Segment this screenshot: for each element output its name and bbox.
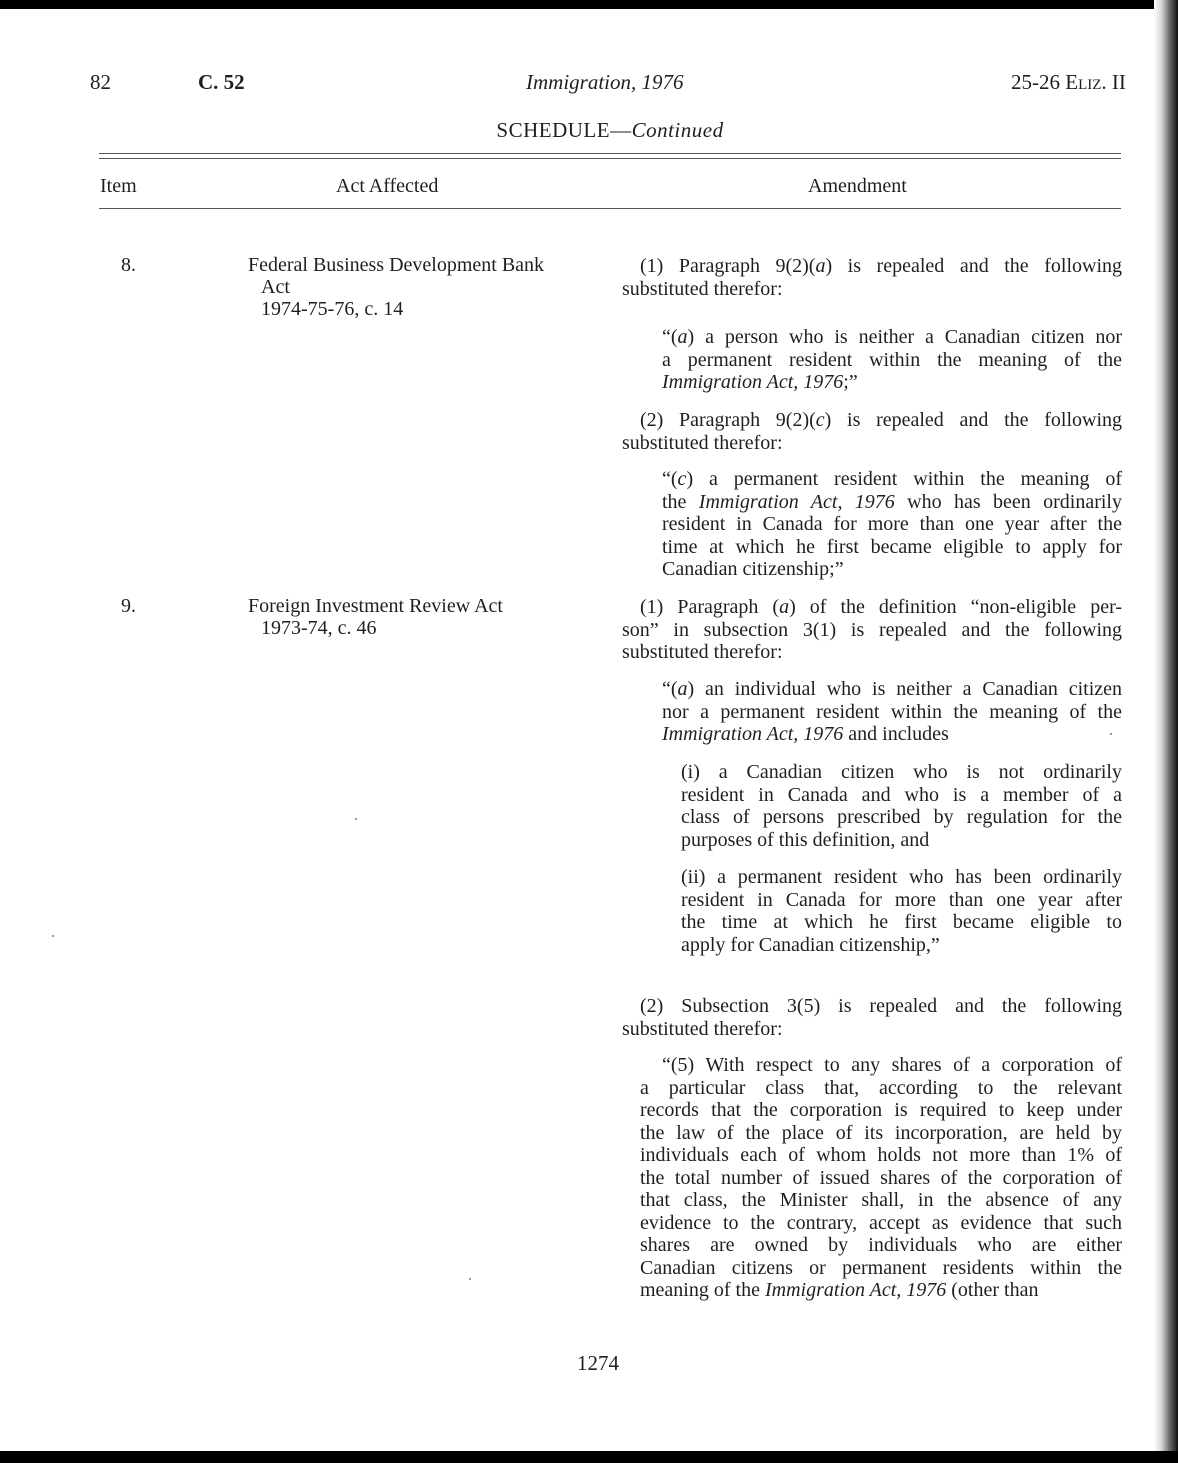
amendment-line: Canadian citizens or permanent residents within the: [640, 1256, 1122, 1279]
scan-bottom-border: [0, 1451, 1178, 1463]
amendment-9-1-ii: [681, 866, 1122, 956]
amendment-line: records that the corporation is required to keep under: [640, 1099, 1122, 1121]
regnal-year: 25-26 Eliz. II: [1011, 70, 1126, 94]
table-top-rule: [99, 153, 1121, 154]
amendment-line: substituted therefor:: [622, 277, 783, 300]
amendment-line: individuals each of whom holds not more than 1% of: [640, 1144, 1122, 1166]
column-amendment-heading: Amendment: [808, 175, 907, 197]
amendment-line: “(a) a person who is neither a Canadian citizen nor: [662, 326, 1122, 348]
amendment-line: Canadian citizenship;”: [662, 558, 844, 580]
amendment-line: the total number of issued shares of the corporation of: [640, 1166, 1122, 1189]
folio-number: 1274: [577, 1351, 619, 1375]
schedule-heading: [0, 118, 1178, 143]
scan-binding-shadow: [1154, 0, 1178, 1463]
running-title: Immigration, 1976: [526, 70, 684, 94]
amendment-line: class of persons prescribed by regulation for the: [681, 806, 1122, 828]
amendment-line: purposes of this definition, and: [681, 828, 930, 851]
amendment-line: the time at which he first became eligible to: [681, 911, 1122, 933]
amendment-line: resident in Canada for more than one year after the: [662, 513, 1122, 535]
amendment-9-1-i: [681, 761, 1122, 851]
amendment-line: (ii) a permanent resident who has been ordinarily: [681, 866, 1122, 888]
amendment-line: (2) Paragraph 9(2)(c) is repealed and the following: [640, 409, 1122, 431]
item-number: 8.: [121, 254, 136, 276]
amendment-line: evidence to the contrary, accept as evidence that such: [640, 1211, 1122, 1234]
scan-speck: [52, 935, 54, 937]
amendment-9-1: [622, 596, 1122, 664]
amendment-9-2-text: [640, 1054, 1122, 1302]
amendment-line: resident in Canada and who is a member of a: [681, 783, 1122, 806]
act-affected-line: Federal Business Development Bank: [248, 254, 545, 276]
amendment-8-2: [622, 409, 1122, 454]
column-act-heading: Act Affected: [336, 175, 439, 197]
scan-speck: [355, 818, 357, 820]
amendment-line: the Immigration Act, 1976 who has been ordinarily: [662, 490, 1122, 513]
amendment-line: a permanent resident within the meaning of the: [662, 348, 1122, 371]
amendment-line: son” in subsection 3(1) is repealed and the following: [622, 618, 1122, 641]
amendment-line: Immigration Act, 1976 and includes: [662, 723, 949, 745]
act-affected-line: 1974-75-76, c. 14: [261, 298, 404, 320]
amendment-line: nor a permanent resident within the meaning of the: [662, 700, 1122, 723]
amendment-line: substituted therefor:: [622, 1017, 783, 1040]
amendment-line: (1) Paragraph (a) of the definition “non-eligible per-: [640, 596, 1122, 618]
amendment-line: apply for Canadian citizenship,”: [681, 933, 940, 956]
item-number: 9.: [121, 595, 136, 617]
table-top-rule-double: [99, 158, 1121, 159]
column-item-heading: Item: [100, 175, 137, 197]
amendment-line: (i) a Canadian citizen who is not ordinarily: [681, 761, 1122, 783]
act-affected-line: Foreign Investment Review Act: [248, 595, 503, 617]
amendment-9-1-text: [662, 678, 1122, 746]
schedule-continued: Continued: [631, 118, 724, 142]
amendment-8-2-text: [662, 468, 1122, 581]
amendment-line: (2) Subsection 3(5) is repealed and the following: [640, 995, 1122, 1017]
act-affected-line: 1973-74, c. 46: [261, 617, 377, 639]
amendment-line: “(c) a permanent resident within the meaning of: [662, 468, 1122, 490]
page-number: 82: [90, 70, 111, 94]
schedule-title: SCHEDULE: [496, 118, 611, 142]
amendment-line: “(5) With respect to any shares of a corporation of: [662, 1054, 1122, 1076]
amendment-8-1: [622, 255, 1122, 300]
scan-speck: [1110, 733, 1112, 735]
amendment-line: shares are owned by individuals who are either: [640, 1234, 1122, 1256]
amendment-line: that class, the Minister shall, in the absence of any: [640, 1189, 1122, 1211]
schedule-dash: —: [610, 118, 632, 142]
amendment-line: substituted therefor:: [622, 431, 783, 454]
scan-top-border: [0, 0, 1178, 9]
amendment-line: Immigration Act, 1976;”: [662, 371, 858, 393]
amendment-line: (1) Paragraph 9(2)(a) is repealed and the following: [640, 255, 1123, 277]
amendment-line: a particular class that, according to the relevant: [640, 1076, 1122, 1099]
amendment-line: time at which he first became eligible to apply for: [662, 535, 1122, 558]
amendment-8-1-text: [662, 326, 1122, 394]
act-affected-line: Act: [261, 276, 290, 298]
amendment-9-2: [622, 995, 1122, 1040]
amendment-line: substituted therefor:: [622, 641, 783, 663]
amendment-line: “(a) an individual who is neither a Canadian citizen: [662, 678, 1122, 700]
table-header-rule: [99, 208, 1121, 209]
amendment-line: resident in Canada for more than one year after: [681, 888, 1122, 911]
chapter-number: C. 52: [198, 70, 245, 94]
amendment-line: the law of the place of its incorporation, are held by: [640, 1121, 1122, 1144]
amendment-line: meaning of the Immigration Act, 1976 (other than: [640, 1279, 1039, 1301]
scan-speck: [469, 1278, 471, 1280]
